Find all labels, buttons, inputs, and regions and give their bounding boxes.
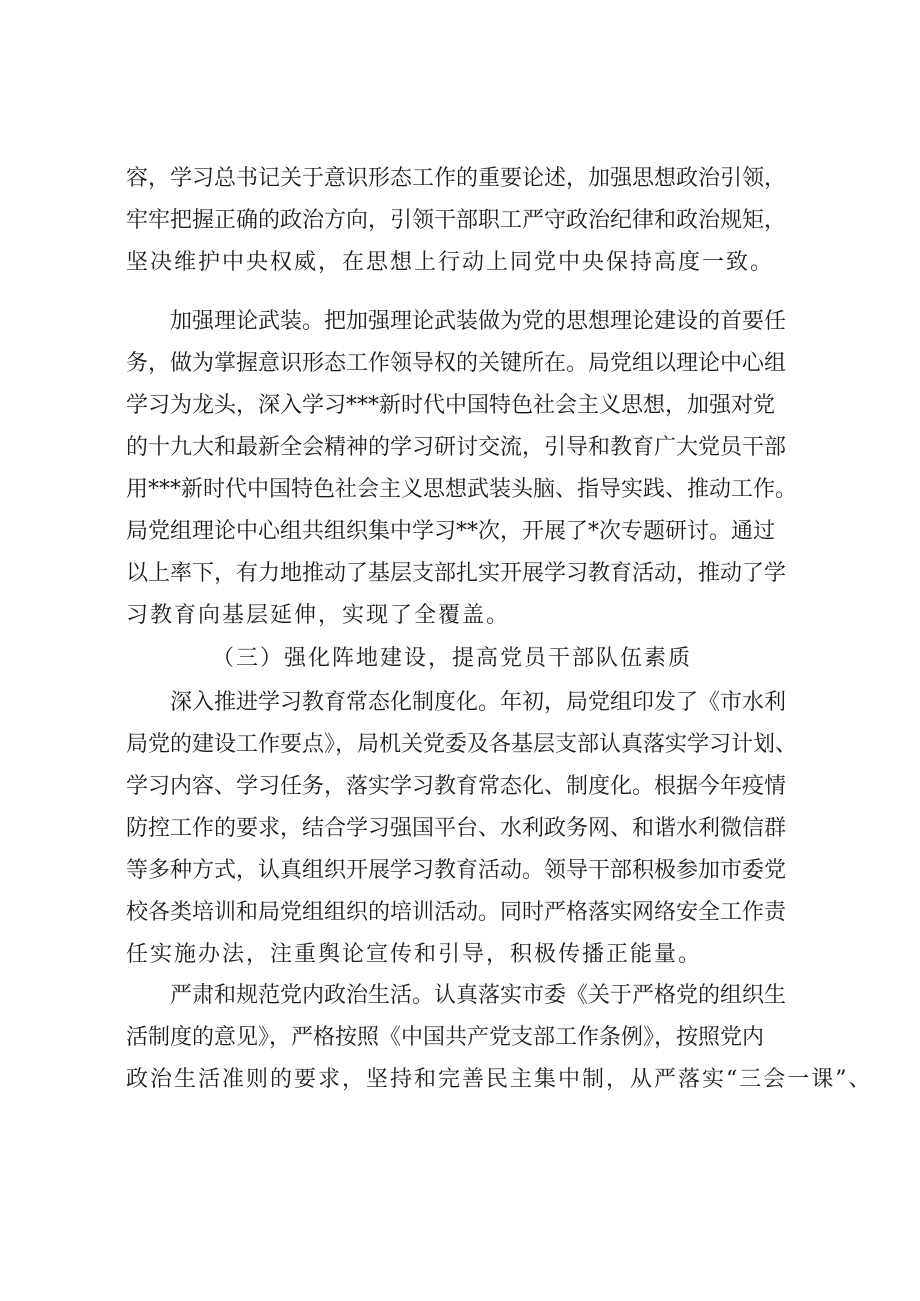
text-line: 的十九大和最新全会精神的学习研讨交流，引导和教育广大党员干部 [126,435,787,460]
heading-text: （三）强化阵地建设，提高党员干部队伍素质 [212,646,693,671]
text-line: 务，做为掌握意识形态工作领导权的关键所在。局党组以理论中心组 [126,351,787,376]
text-line: 学习为龙头，深入学习***新时代中国特色社会主义思想，加强对党 [126,393,776,418]
text-line: 用***新时代中国特色社会主义思想武装头脑、指导实践、推动工作。 [126,477,798,502]
text-line: 防控工作的要求，结合学习强国平台、水利政务网、和谐水利微信群 [126,816,787,841]
text-line: 以上率下，有力地推动了基层支部扎实开展学习教育活动，推动了学 [126,561,787,586]
text-line: 局党组理论中心组共组织集中学习**次，开展了*次专题研讨。通过 [126,519,776,544]
text-line: 习教育向基层延伸，实现了全覆盖。 [126,603,511,628]
text-line: 严肃和规范党内政治生活。认真落实市委《关于严格党的组织生 [170,983,787,1008]
text-line: 局党的建设工作要点》，局机关党委及各基层支部认真落实学习计划、 [126,732,798,757]
text-line: 深入推进学习教育常态化制度化。年初，局党组印发了《市水利 [170,690,787,715]
text-line: 坚决维护中央权威，在思想上行动上同党中央保持高度一致。 [126,250,775,275]
text-line: 政治生活准则的要求，坚持和完善民主集中制，从严落实“三会一课”、 [126,1067,873,1092]
text-line: 学习内容、学习任务，落实学习教育常态化、制度化。根据今年疫情 [126,774,787,799]
text-line: 活制度的意见》，严格按照《中国共产党支部工作条例》，按照党内 [126,1025,765,1050]
text-line: 任实施办法，注重舆论宣传和引导，积极传播正能量。 [126,942,703,967]
text-line: 容，学习总书记关于意识形态工作的重要论述，加强思想政治引领， [126,166,787,191]
text-line: 校各类培训和局党组组织的培训活动。同时严格落实网络安全工作责 [126,900,787,925]
text-line: 加强理论武装。把加强理论武装做为党的思想理论建设的首要任 [170,309,787,334]
text-line: 牢牢把握正确的政治方向，引领干部职工严守政治纪律和政治规矩， [126,208,787,233]
text-line: 等多种方式，认真组织开展学习教育活动。领导干部积极参加市委党 [126,858,787,883]
